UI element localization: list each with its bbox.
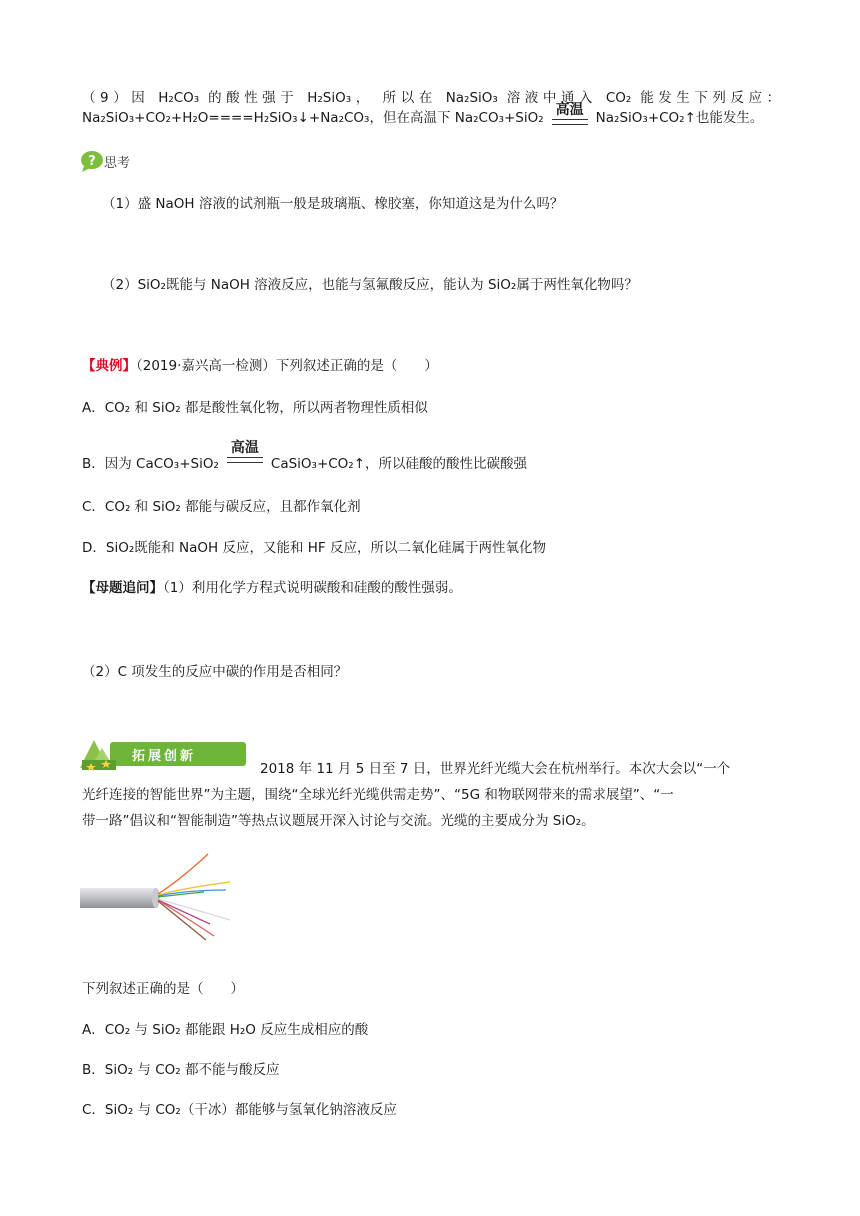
high-temp-condition: 高温	[552, 102, 588, 125]
reaction-equation-line: Na₂SiO₃+CO₂+H₂O====H₂SiO₃↓+Na₂CO₃，但在高温下 Na₂CO₃+SiO₂ 高温 Na₂SiO₃+CO₂↑也能发生。	[82, 102, 764, 126]
think-section-header: ? 思考	[80, 150, 176, 172]
think-question-1: （1）盛 NaOH 溶液的试剂瓶一般是玻璃瓶、橡胶塞，你知道这是为什么吗？	[102, 196, 564, 212]
question-option-b: B．SiO₂ 与 CO₂ 都不能与酸反应	[82, 1062, 280, 1078]
example-option-d: D．SiO₂既能和 NaOH 反应，又能和 HF 反应，所以二氧化硅属于两性氧化物	[82, 540, 546, 556]
example-tag: 【典例】	[82, 358, 136, 374]
extension-banner: 拓展创新	[80, 734, 248, 774]
example-option-b: B．因为 CaCO₃+SiO₂ 高温 CaSiO₃+CO₂↑，所以硅酸的酸性比碳酸强	[82, 440, 528, 472]
reaction-intro-line: （9）因 H₂CO₃ 的酸性强于 H₂SiO₃， 所以在 Na₂SiO₃ 溶液中通入 CO₂ 能发生下列反应：	[82, 90, 781, 106]
optical-cable-image	[80, 850, 250, 950]
high-temp-condition: 高温	[227, 440, 263, 463]
followup-question-1: 【母题追问】（1）利用化学方程式说明碳酸和硅酸的酸性强弱。	[82, 580, 462, 596]
example-option-c: C．CO₂ 和 SiO₂ 都能与碳反应，且都作氧化剂	[82, 499, 361, 515]
followup-question-2: （2）C 项发生的反应中碳的作用是否相同？	[82, 664, 348, 680]
question-stem: 下列叙述正确的是（ ）	[82, 981, 244, 997]
extension-text-line-2: 光纤连接的智能世界”为主题，围绕“全球光纤光缆供需走势”、“5G 和物联网带来的需求展望”、“一	[82, 787, 674, 803]
example-heading	[82, 354, 438, 374]
example-source: （2019·嘉兴高一检测）下列叙述正确的是（ ）	[136, 358, 438, 374]
question-option-c: C．SiO₂ 与 CO₂（干冰）都能够与氢氧化钠溶液反应	[82, 1102, 397, 1118]
example-option-a: A．CO₂ 和 SiO₂ 都是酸性氧化物，所以两者物理性质相似	[82, 400, 428, 416]
extension-text-line-1: 2018 年 11 月 5 日至 7 日，世界光纤光缆大会在杭州举行。本次大会以“一个	[260, 761, 731, 777]
question-option-a: A．CO₂ 与 SiO₂ 都能跟 H₂O 反应生成相应的酸	[82, 1022, 369, 1038]
think-question-2: （2）SiO₂既能与 NaOH 溶液反应，也能与氢氟酸反应，能认为 SiO₂属于两性氧化物吗？	[102, 277, 638, 293]
followup-tag: 【母题追问】	[82, 580, 163, 596]
extension-text-line-3: 带一路”倡议和“智能制造”等热点议题展开深入讨论与交流。光缆的主要成分为 SiO₂。	[82, 813, 595, 829]
svg-text:?: ?	[88, 154, 96, 169]
